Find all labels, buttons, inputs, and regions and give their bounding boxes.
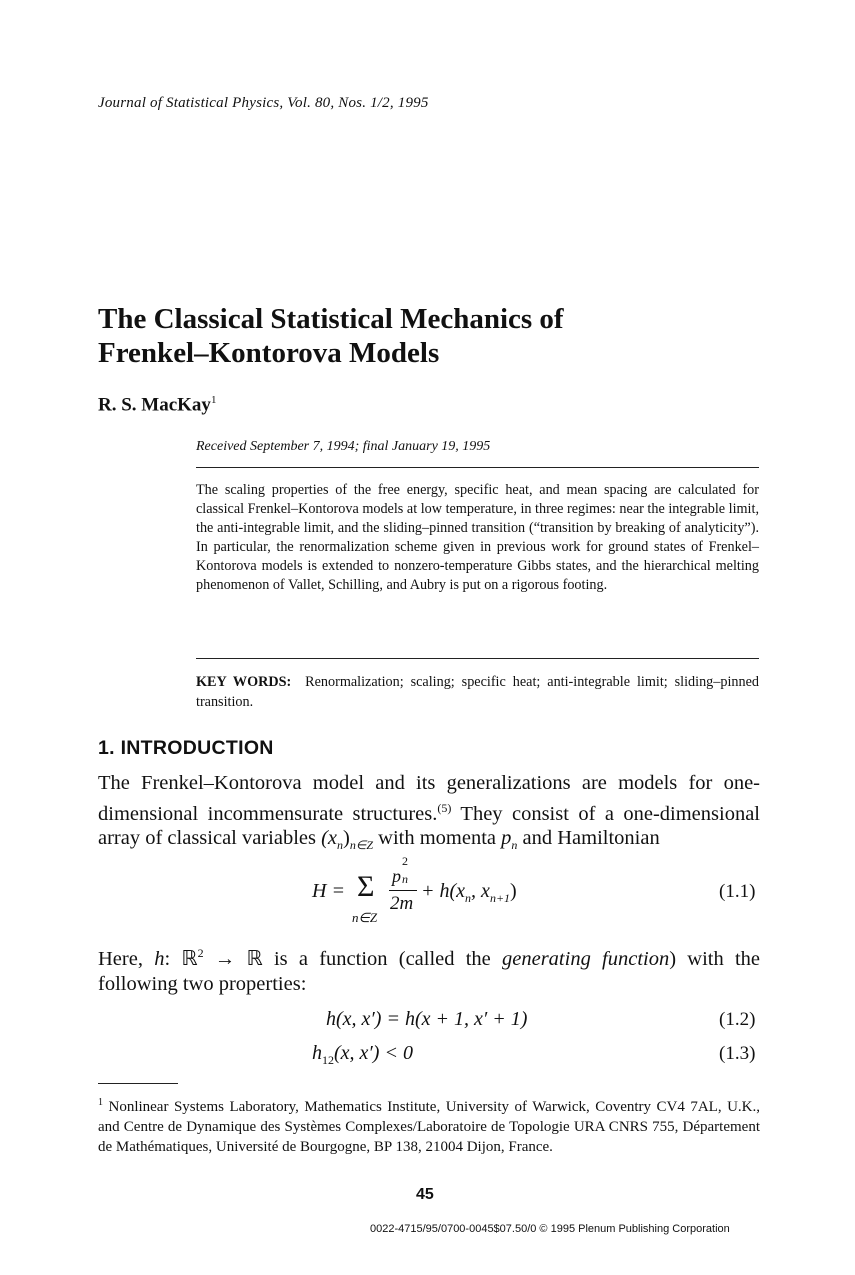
page-number: 45 [416,1186,434,1203]
p1-text-d: and Hamiltonian [517,827,660,849]
equation-1-1 [312,880,345,903]
p1-var-sub1: n [337,838,344,852]
copyright-line: 0022-4715/95/0700-0045$07.50/0 © 1995 Plenum Publishing Corporation [370,1223,730,1235]
p2-text-a: Here, [98,948,155,970]
p1-var: (x [321,827,338,849]
eq1-rest-a: + h(x [421,880,466,902]
eq1-numerator [392,854,408,887]
journal-citation: Journal of Statistical Physics, Vol. 80, Nos. 1/2, 1995 [98,95,429,111]
author-footnote-mark: 1 [210,394,217,406]
p1-text-b: They consist of a one-dimensional array of classical variables [98,802,761,849]
p2-text-b: ) with the following two properties: [98,948,760,995]
eq1-sum-index: n∈Z [352,910,378,925]
citation-ref: (5) [437,800,452,815]
p2-map: : ℝ [164,948,198,970]
p2-map-b: → ℝ is a function (called the [203,948,502,970]
eq1-rest [421,880,517,906]
p1-momentum: p [501,827,512,849]
p2-h: h [154,948,165,970]
footnote-mark: 1 [98,1097,103,1108]
eq1-lhs: H = [312,880,345,902]
title-line-2: Frenkel–Kontorova Models [98,337,440,369]
paper-title [98,302,564,370]
intro-paragraph-1 [98,771,760,858]
eq1-fraction-bar [389,890,417,891]
eq3-number: (1.3) [719,1043,756,1064]
footnote [98,1093,760,1157]
eq2-number: (1.2) [719,1009,756,1030]
section-heading: 1. INTRODUCTION [98,737,274,759]
p1-text-c: with momenta [373,827,502,849]
eq3-rest: (x, x′) < 0 [334,1042,413,1064]
eq1-num-sub: n [402,872,408,886]
author-text: R. S. MacKay [98,394,211,416]
eq3-sub: 12 [322,1053,334,1067]
abstract-top-rule [196,467,759,468]
eq1-num-p: p [392,866,401,886]
p1-var-close: ) [343,827,350,849]
p2-emphasis: generating function [502,948,670,970]
eq1-num-sup: 2 [402,854,408,868]
equation-1-3 [312,1042,413,1068]
eq1-number: (1.1) [719,881,756,902]
eq3-h: h [312,1042,322,1064]
p2-map-sup: 2 [197,946,204,960]
p1-text-a: The Frenkel–Kontorova model and its generalizations are models for one-dimensional incommensurate structures. [98,772,760,825]
eq1-sigma [357,870,374,904]
keywords-text: Renormalization; scaling; specific heat; anti-integrable limit; sliding–pinned transition. [196,674,759,710]
title-line-1: The Classical Statistical Mechanics of [98,303,564,335]
footnote-text: Nonlinear Systems Laboratory, Mathematics Institute, University of Warwick, Coventry CV4 7AL, U.K., and Centre de Dynamique des Systèmes Complexes/Laboratoire de Topologie URA CNRS 755, Département de Mathématiques, Université de Bourgogne, BP 138, 21004 Dijon, France. [98,1099,760,1155]
received-dates: Received September 7, 1994; final January 19, 1995 [196,439,491,454]
p1-var-sub2: n∈Z [349,838,374,852]
keywords-block [196,673,759,712]
abstract-bottom-rule [196,658,759,659]
equation-1-2: h(x, x′) = h(x + 1, x′ + 1) [326,1008,528,1030]
p1-momentum-sub: n [511,838,518,852]
keywords-label: KEY WORDS: [196,674,292,690]
author-name [98,394,216,416]
eq1-rest-close: ) [510,880,517,902]
footnote-rule [98,1083,178,1084]
eq1-sigma-symbol: Σ [357,870,375,903]
abstract: The scaling properties of the free energy, specific heat, and mean spacing are calculated for classical Frenkel–Kontorova models at low temperature, in three regimes: near the integrable limit, the anti-integrable limit, and the sliding–pinned transition (“transition by breaking of analyticity”). In particular, the renormalization scheme given in previous work for ground states of Frenkel–Kontorova models is extended to nonzero-temperature Gibbs states, and the hierarchical melting phenomenon of Vallet, Schilling, and Aubry is put on a rigorous footing. [196,482,759,593]
eq1-rest-mid: , x [471,880,490,902]
eq1-rest-sub1: n [465,891,472,905]
eq1-denominator: 2m [390,893,414,914]
eq1-rest-sub2: n+1 [489,891,511,905]
intro-paragraph-2 [98,941,760,996]
